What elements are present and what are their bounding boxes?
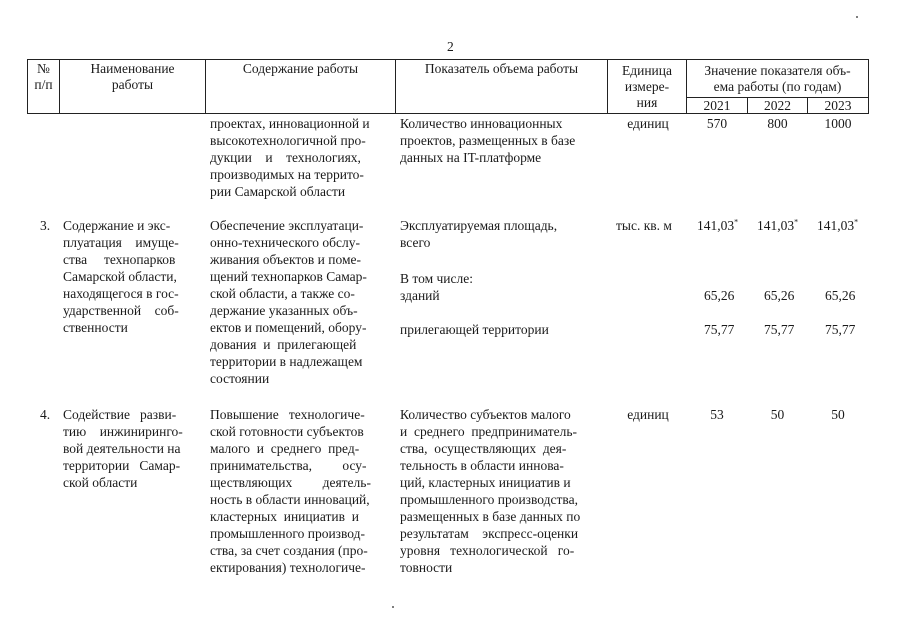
- header-year-2023: 2023: [824, 98, 852, 113]
- row-value-buildings-2021: 65,26: [704, 288, 735, 303]
- row-value-buildings-2022: 65,26: [764, 288, 795, 303]
- row-unit: единиц: [627, 116, 669, 131]
- page-number: 2: [447, 39, 454, 54]
- row-value-total-2022: 141,03*: [757, 217, 799, 233]
- scan-speck: [392, 606, 394, 608]
- row-value-2021: 570: [706, 116, 728, 131]
- footnote-star: *: [794, 217, 799, 227]
- row-indicator-buildings: зданий: [400, 288, 440, 303]
- row-unit: тыс. кв. м: [616, 218, 672, 233]
- row-value-2023: 1000: [824, 116, 852, 131]
- row-name: Содействие разви- тию инжиниринго- вой деятельности на территории Самар- ской области: [63, 407, 183, 490]
- row-content: проектах, инновационной и высокотехнологичной про- дукции и технологиях, производимых на террито- рии Самарской области: [210, 116, 370, 199]
- header-year-2021: 2021: [703, 98, 731, 113]
- header-name: Наименование работы: [90, 61, 175, 92]
- row-num: 3.: [40, 218, 51, 233]
- row-indicator-incl: В том числе:: [400, 271, 473, 286]
- footnote-star: *: [734, 217, 739, 227]
- header-content: Содержание работы: [242, 61, 359, 76]
- header-value: Значение показателя объ- ема работы (по годам): [704, 63, 851, 94]
- row-value-2022: 50: [770, 407, 785, 422]
- header-unit: Единица измере- ния: [621, 63, 672, 110]
- header-num: № п/п: [34, 61, 53, 92]
- row-indicator: Количество субъектов малого и среднего предприниматель- ства, осуществляющих дея- тельность в области иннова- ций, кластерных инициатив и промышленного производства, размещенных в базе данных по результатам экспресс-оценки уровня технологической го- товности: [400, 407, 581, 575]
- row-value-2021: 53: [710, 407, 724, 422]
- row-indicator: Эксплуатируемая площадь, всего: [400, 218, 558, 250]
- col-border-8: [868, 59, 869, 114]
- row-indicator-territory: прилегающей территории: [400, 322, 549, 337]
- row-value-territory-2023: 75,77: [825, 322, 856, 337]
- row-value-territory-2022: 75,77: [764, 322, 795, 337]
- row-unit: единиц: [627, 407, 669, 422]
- row-content: Обеспечение эксплуатаци- онно-технического обслу- живания объектов и поме- щений технопарков Самар- ской области, а также со- держание указанных объ- ектов и помещений, обору- дования и прилегающей территории в надлежащем состоянии: [210, 218, 367, 386]
- header-indicator: Показатель объема работы: [424, 61, 579, 76]
- footnote-star: *: [854, 217, 859, 227]
- row-content: Повышение технологиче- ской готовности субъектов малого и среднего пред- принимательства, осу- ществляющих деятель- ность в области инноваций, кластерных инициатив и промышленного производ- ства, за счет создания (про- ектирования) технологиче-: [210, 407, 371, 575]
- row-value-2022: 800: [767, 116, 788, 131]
- row-indicator: Количество инновационных проектов, размещенных в базе данных на IT-платформе: [400, 116, 576, 165]
- table-top-border: [27, 59, 869, 60]
- scan-speck: [856, 16, 858, 18]
- row-value-buildings-2023: 65,26: [825, 288, 856, 303]
- row-value-territory-2021: 75,77: [704, 322, 735, 337]
- row-num: 4.: [40, 407, 51, 422]
- row-name: Содержание и экс- плуатация имуще- ства технопарков Самарской области, находящегося в гос- ударственной соб- ственности: [63, 218, 179, 335]
- row-value-total-2023: 141,03*: [817, 217, 859, 233]
- header-year-2022: 2022: [764, 98, 791, 113]
- row-value-total-2021: 141,03*: [697, 217, 739, 233]
- row-value-2023: 50: [831, 407, 845, 422]
